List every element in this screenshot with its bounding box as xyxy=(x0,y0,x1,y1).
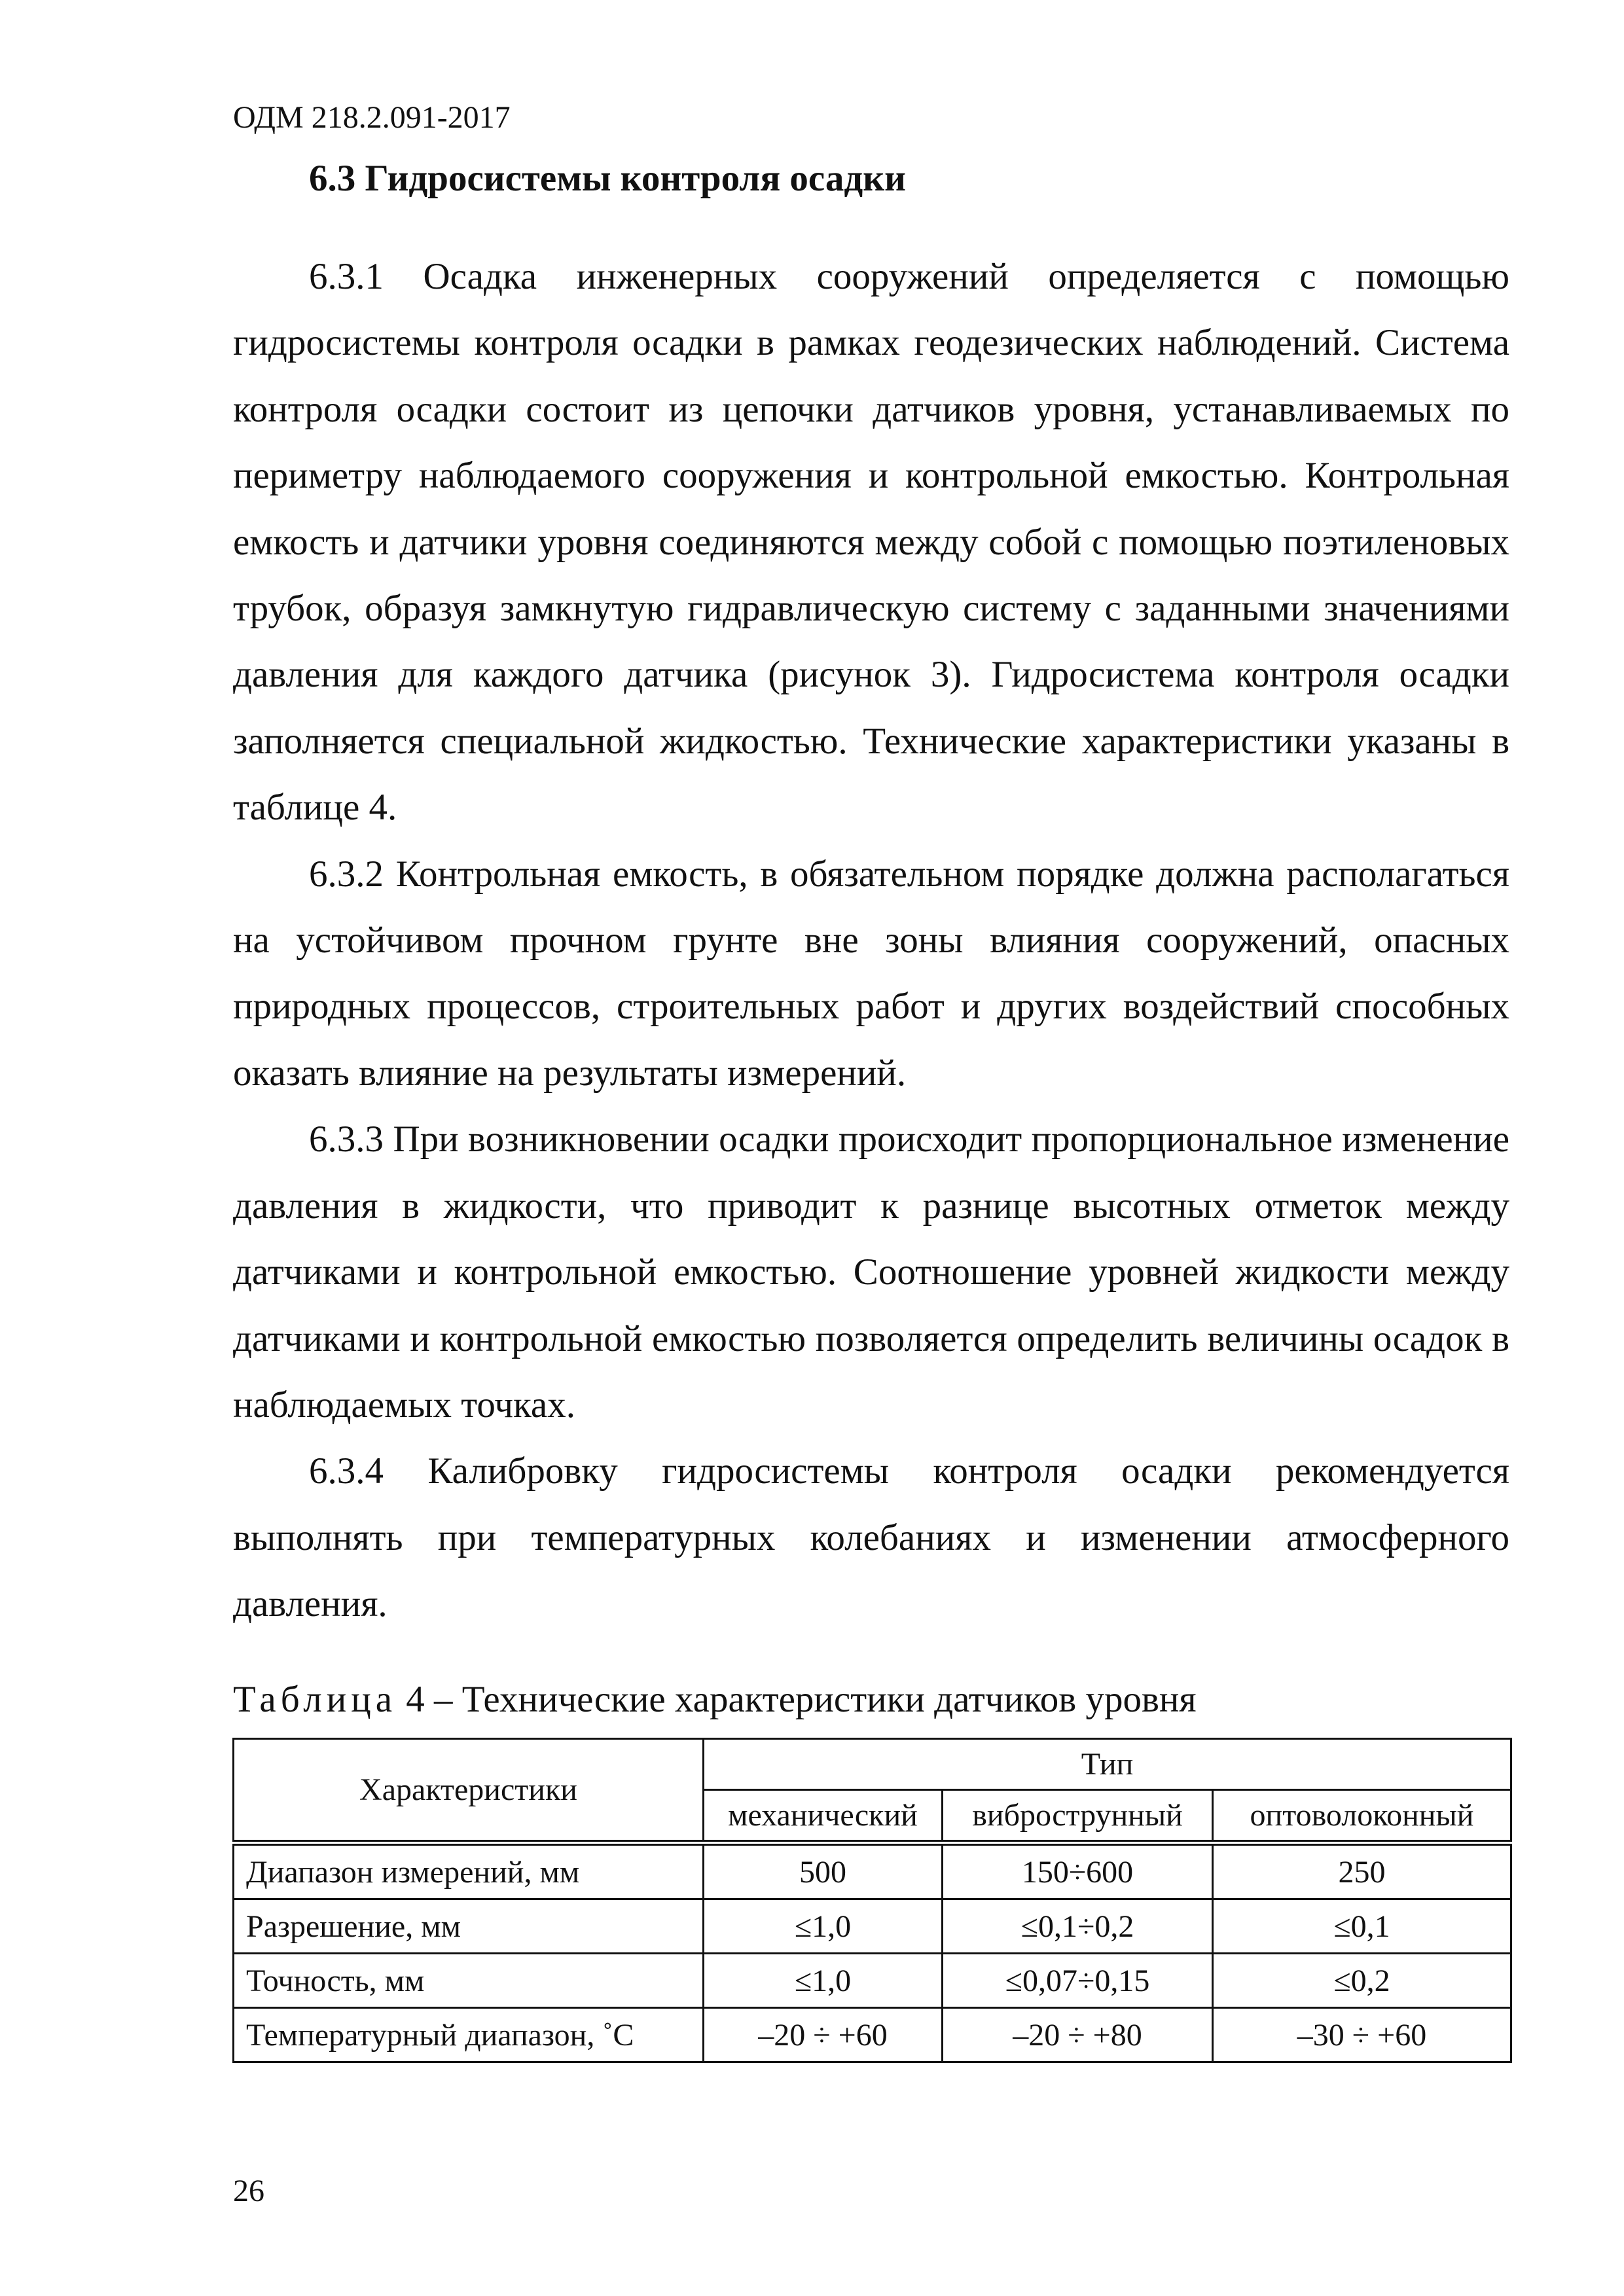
table-caption xyxy=(233,1677,1197,1723)
table-row xyxy=(234,2008,1511,2062)
table-header-row xyxy=(234,1739,1511,1790)
paragraph-6-3-1: 6.3.1 Осадка инженерных сооружений определяется с помощью гидросистемы контроля осадки в рамках геодезических наблюдений. Система контроля осадки состоит из цепочки датчиков уровня, устанавливаемых по периметру наблюдаемого сооружения и контрольной емкостью. Контрольная емкость и датчики уровня соединяются между собой с помощью поэтиленовых трубок, образуя замкнутую гидравлическую систему с заданными значениями давления для каждого датчика (рисунок 3). Гидросистема контроля осадки заполняется специальной жидкостью. Технические характеристики указаны в таблице 4. xyxy=(233,256,1509,829)
paragraph-6-3-4: 6.3.4 Калибровку гидросистемы контроля осадки рекомендуется выполнять при температурных колебаниях и изменении атмосферного давления. xyxy=(233,1450,1509,1625)
header-type-fiber-optic: оптоволоконный xyxy=(1213,1790,1511,1843)
cell-value: ≤1,0 xyxy=(704,1899,943,1954)
cell-value: 500 xyxy=(704,1843,943,1899)
page-number: 26 xyxy=(233,2174,264,2208)
table-row xyxy=(234,1899,1511,1954)
row-label: Разрешение, мм xyxy=(234,1899,704,1954)
table-caption-text: 4 – Технические характеристики датчиков уровня xyxy=(397,1679,1197,1720)
cell-value: –30 ÷ +60 xyxy=(1213,2008,1511,2062)
header-characteristics: Характеристики xyxy=(234,1739,704,1843)
cell-value: ≤0,07÷0,15 xyxy=(943,1954,1213,2008)
cell-value: ≤0,1 xyxy=(1213,1899,1511,1954)
cell-value: –20 ÷ +60 xyxy=(704,2008,943,2062)
cell-value: 250 xyxy=(1213,1843,1511,1899)
table-row xyxy=(234,1954,1511,2008)
document-code: ОДМ 218.2.091-2017 xyxy=(233,100,511,135)
body-text xyxy=(233,243,1509,1638)
row-label: Диапазон измерений, мм xyxy=(234,1843,704,1899)
header-type-vibrating-wire: виброструнный xyxy=(943,1790,1213,1843)
header-type: Тип xyxy=(704,1739,1511,1790)
cell-value: ≤0,2 xyxy=(1213,1954,1511,2008)
table-row xyxy=(234,1843,1511,1899)
header-type-mechanical: механический xyxy=(704,1790,943,1843)
row-label: Температурный диапазон, ˚С xyxy=(234,2008,704,2062)
table-caption-label: Таблица xyxy=(233,1679,397,1720)
cell-value: –20 ÷ +80 xyxy=(943,2008,1213,2062)
section-title: 6.3 Гидросистемы контроля осадки xyxy=(309,158,906,199)
cell-value: ≤0,1÷0,2 xyxy=(943,1899,1213,1954)
row-label: Точность, мм xyxy=(234,1954,704,2008)
paragraph-6-3-2: 6.3.2 Контрольная емкость, в обязательном порядке должна располагаться на устойчивом прочном грунте вне зоны влияния сооружений, опасных природных процессов, строительных работ и других воздействий способных оказать влияние на результаты измерений. xyxy=(233,853,1509,1094)
cell-value: 150÷600 xyxy=(943,1843,1213,1899)
sensor-characteristics-table xyxy=(232,1738,1512,2063)
cell-value: ≤1,0 xyxy=(704,1954,943,2008)
paragraph-6-3-3: 6.3.3 При возникновении осадки происходит пропорциональное изменение давления в жидкости, что приводит к разнице высотных отметок между датчиками и контрольной емкостью. Соотношение уровней жидкости между датчиками и контрольной емкостью позволяется определить величины осадок в наблюдаемых точках. xyxy=(233,1119,1509,1426)
